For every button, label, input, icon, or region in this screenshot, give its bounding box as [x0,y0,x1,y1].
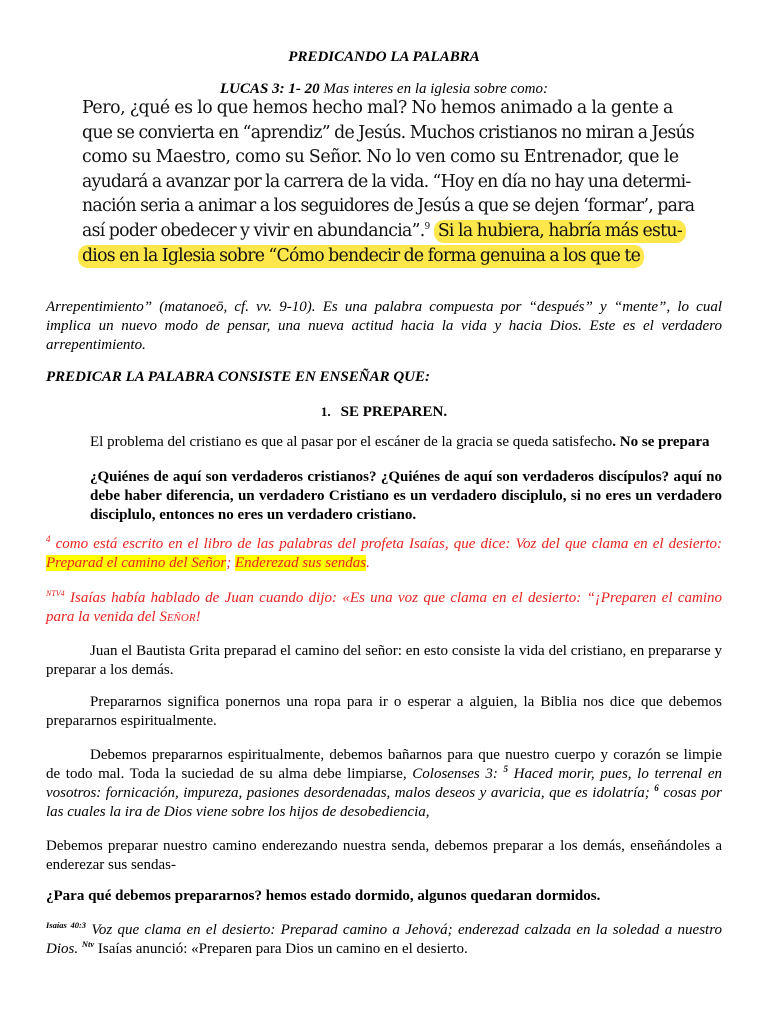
page-title: PREDICANDO LA PALABRA [288,49,480,65]
verse-end: ! [195,609,201,625]
verse-text: Isaías había hablado de Juan cuando dijo: «Es una voz que clama en el desierto: “¡Preparen el camino para la venida del S [46,590,722,625]
colossians-verse-5: Haced morir, pues, lo terrenal en vosotros: fornicación, impureza, pasiones desordenadas, malos deseos y avaricia, que es idolatría; [46,766,723,801]
reference-luke: LUCAS 3: 1- 20 [219,81,320,97]
excerpt-line: que se convierta en “aprendiz” de Jesús. Muchos cristianos no miran a Jesús [82,122,695,143]
highlighted-excerpt: dios en la Iglesia sobre “Cómo bendecir de forma genuina a los que te [78,245,644,268]
excerpt-text: así poder obedecer y vivir en abundancia”. [82,220,425,241]
numbered-heading [46,402,722,422]
verse-number: 6 [654,783,659,793]
paragraph-quienes: ¿Quiénes de aquí son verdaderos cristianos? ¿Quiénes de aquí son verdaderos discípulos? aquí no debe haber diferencia, un verdadero Cristiano es un verdadero disciplulo, si no eres un verdadero disciplulo, entonces no eres un verdadero cristiano. [90,469,722,523]
verse-separator: ; [226,555,232,571]
verse-ntv [46,589,722,628]
scanned-book-excerpt [82,96,695,268]
excerpt-line [82,244,690,269]
paragraph-debemos [46,746,722,822]
paragraph-prepararnos: Prepararnos significa ponernos una ropa para ir o esperar a alguien, la Biblia nos dice que debemos prepararnos espiritualmente. [46,694,722,729]
verse-number: 5 [503,764,509,774]
reference-note: Mas interes en la iglesia sobre como: [319,81,549,97]
smallcaps-text: EÑOR [166,612,196,624]
verse-isaias-reference [46,535,722,573]
paragraph-problema [90,433,730,452]
excerpt-line: Pero, ¿qué es lo que hemos hecho mal? No hemos animado a la gente a [82,98,673,118]
heading-text: SE PREPAREN. [340,404,448,420]
problema-text: El problema del cristiano es que al pasar por el escáner de la gracia se queda satisfecho [90,434,613,450]
version-marker: NTV4 [46,589,65,598]
colossians-reference: Colosenses 3: [412,766,504,782]
problema-emphasis: . No se prepara [612,434,710,450]
highlighted-verse: Enderezad sus sendas [235,555,367,571]
excerpt-line: como su Maestro, como su Señor. No lo ven como su Entrenador, que le [82,147,679,168]
paragraph-text: Debemos prepararnos espiritualmente, debemos bañarnos para que nuestro cuerpo y corazón se limpie de todo mal. Toda la suciedad de su alma debe limpiarse, [46,747,722,782]
excerpt-line: nación seria a animar a los seguidores de Jesús a que se dejen ‘formar’, para [82,196,695,217]
colossians-verse-6: cosas por las cuales la ira de Dios viene sobre los hijos de desobediencia, [46,785,722,820]
paragraph-isaias [46,921,722,959]
excerpt-line: ayudará a avanzar por la carrera de la vida. “Hoy en día no hay una determi- [82,171,691,192]
footnote-marker: 9 [424,222,430,233]
section-heading: PREDICAR LA PALABRA CONSISTE EN ENSEÑAR QUE: [46,369,430,385]
paragraph-camino: Debemos preparar nuestro camino enderezando nuestra senda, debemos preparar a los demás, enseñándoles a enderezar sus sendas- [46,838,722,873]
excerpt-line [82,219,690,244]
verse-end: . [366,555,370,571]
highlighted-verse: Preparad el camino del Señor [46,555,227,571]
isaias-reference: Isaías 40:3 [46,920,87,930]
ntv-verse: Isaías anunció: «Preparen para Dios un camino en el desierto. [94,941,468,957]
highlighted-excerpt: Si la hubiera, habría más estu- [434,220,686,243]
heading-number: 1. [320,404,331,419]
isaias-verse: Voz que clama en el desierto: Preparad camino a Jehová; enderezad calzada en la soledad a nuestro Dios. [46,922,722,957]
question-heading: ¿Para qué debemos prepararnos? hemos estado dormido, algunos quedaran dormidos. [46,888,601,904]
verse-text: como está escrito en el libro de las palabras del profeta Isaías, que dice: Voz del que clama en el desierto: [50,536,722,552]
paragraph-arrepentimiento: Arrepentimiento” (matanoeō, cf. vv. 9-10). Es una palabra compuesta por “después” y “mente”, lo cual implica un nuevo modo de pensar, una nueva actitud hacia la vida y hacia Dios. Este es el verdadero arrepentimiento. [46,299,722,353]
paragraph-juan: Juan el Bautista Grita preparad el camino del señor: en esto consiste la vida del cristiano, en prepararse y preparar a los demás. [46,643,722,678]
verse-number: 4 [46,534,51,544]
ntv-reference: Ntv [81,939,95,949]
